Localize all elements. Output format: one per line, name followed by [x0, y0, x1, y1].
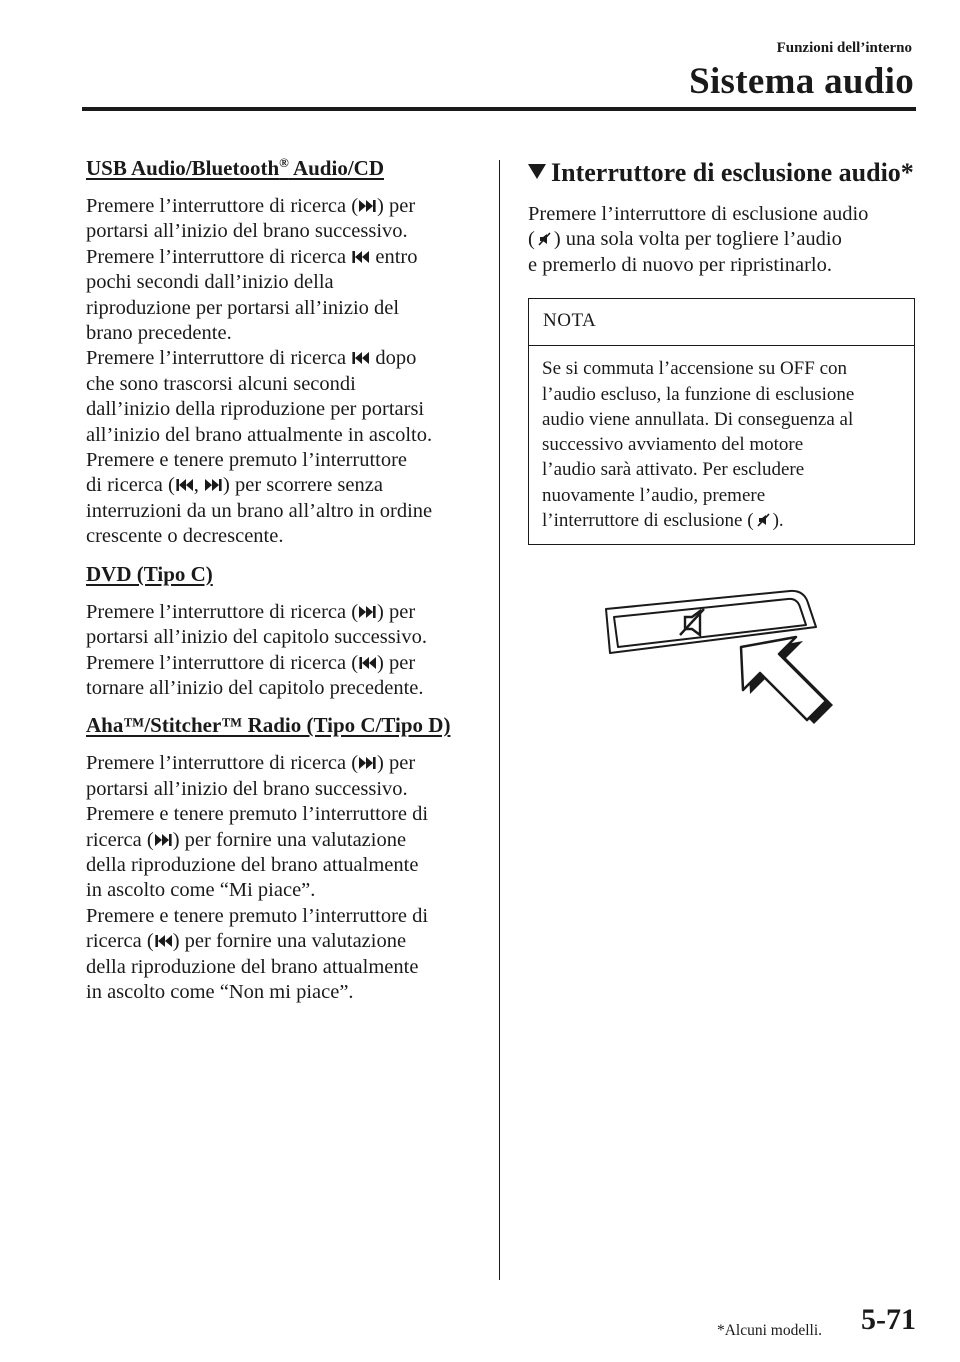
text-line: nuovamente l’audio, premere	[542, 484, 766, 506]
text-line: crescente o decrescente.	[86, 525, 284, 548]
text-line: portarsi all’inizio del capitolo successivo.	[86, 626, 428, 649]
text-line: Premere l’interruttore di ricerca ( ) per	[86, 651, 416, 674]
text-line: Premere e tenere premuto l’interruttore	[86, 449, 408, 472]
mute-section-heading	[528, 158, 914, 188]
running-header-section: Funzioni dell’interno	[776, 40, 912, 56]
page-number: 5-71	[861, 1303, 916, 1336]
text-line: Premere l’interruttore di ricerca ( ) per	[86, 752, 416, 775]
seek-forward-icon	[359, 756, 376, 770]
text-line: Premere l’interruttore di esclusione audio	[528, 203, 869, 225]
text-line: portarsi all’inizio del brano successivo.	[86, 220, 408, 243]
text-line: della riproduzione del brano attualmente	[86, 853, 419, 876]
text-line: riproduzione per portarsi all’inizio del	[86, 296, 400, 319]
usb-heading	[86, 155, 481, 181]
mute-icon	[536, 232, 553, 246]
header-rule	[82, 107, 916, 111]
mute-icon	[680, 609, 704, 635]
section-triangle-icon	[528, 164, 546, 179]
text-line: ricerca ( ) per fornire una valutazione	[86, 930, 407, 953]
text-line: portarsi all’inizio del brano successivo.	[86, 777, 408, 800]
registered-mark: ®	[279, 155, 289, 170]
seek-backward-icon	[359, 656, 376, 670]
dvd-heading: DVD (Tipo C)	[86, 561, 213, 586]
mute-paragraph	[528, 202, 914, 278]
seek-backward-icon	[176, 478, 193, 492]
text-line: l’audio sarà attivato. Per escludere	[542, 459, 805, 481]
text-line: l’audio escluso, la funzione di esclusione	[542, 383, 855, 405]
seek-forward-icon	[359, 199, 376, 213]
dvd-paragraph	[86, 600, 481, 702]
text-line: Premere l’interruttore di ricerca ( ) per	[86, 195, 416, 217]
text-line: in ascolto come “Non mi piace”.	[86, 980, 354, 1003]
running-header-title: Sistema audio	[689, 61, 914, 102]
text-line: audio viene annullata. Di conseguenza al	[542, 408, 854, 430]
text-line: l’interruttore di esclusione ( ).	[542, 510, 784, 531]
text-line: pochi secondi dall’inizio della	[86, 271, 334, 294]
usb-heading-suffix: Audio/CD	[288, 156, 384, 180]
mute-button-illustration	[600, 585, 846, 735]
seek-backward-icon	[352, 351, 369, 365]
text-line: Premere l’interruttore di ricerca ( ) per	[86, 600, 416, 623]
text-line: Se si commuta l’accensione su OFF con	[542, 358, 848, 380]
text-line: brano precedente.	[86, 322, 232, 345]
text-line: ricerca ( ) per fornire una valutazione	[86, 828, 407, 851]
text-line: in ascolto come “Mi piace”.	[86, 879, 316, 902]
text-line: che sono trascorsi alcuni secondi	[86, 372, 356, 395]
nota-box	[528, 298, 915, 545]
press-arrow	[741, 637, 826, 720]
seek-forward-icon	[205, 478, 222, 492]
seek-forward-icon	[359, 605, 376, 619]
seek-backward-icon	[352, 250, 369, 264]
footnote: *Alcuni modelli.	[716, 1322, 822, 1339]
text-line: della riproduzione del brano attualmente	[86, 955, 419, 978]
right-column	[528, 158, 914, 545]
text-line: dall’inizio della riproduzione per portarsi	[86, 398, 425, 421]
nota-title: NOTA	[529, 299, 914, 346]
text-line: Premere e tenere premuto l’interruttore di	[86, 904, 429, 927]
seek-backward-icon	[155, 934, 172, 948]
mute-icon	[755, 513, 772, 527]
mute-section-heading-text: Interruttore di esclusione audio*	[551, 158, 914, 187]
text-line: Premere e tenere premuto l’interruttore di	[86, 803, 429, 826]
text-line: ( ) una sola volta per togliere l’audio	[528, 228, 842, 251]
seek-forward-icon	[155, 833, 172, 847]
usb-heading-text: USB Audio/Bluetooth	[86, 156, 280, 180]
nota-body	[529, 346, 914, 544]
text-line: di ricerca ( , ) per scorrere senza	[86, 474, 383, 497]
usb-paragraph	[86, 194, 481, 550]
aha-paragraph	[86, 751, 481, 1005]
column-divider	[499, 160, 500, 1280]
text-line: successivo avviamento del motore	[542, 434, 804, 456]
text-line: interruzioni da un brano all’altro in ordine	[86, 499, 433, 522]
left-column	[86, 155, 481, 1017]
text-line: Premere l’interruttore di ricerca entro	[86, 245, 418, 268]
mute-button-drawing	[600, 585, 846, 735]
text-line: Premere l’interruttore di ricerca dopo	[86, 347, 417, 370]
text-line: all’inizio del brano attualmente in ascolto.	[86, 423, 433, 446]
aha-heading: Aha™/Stitcher™ Radio (Tipo C/Tipo D)	[86, 713, 451, 738]
text-line: e premerlo di nuovo per ripristinarlo.	[528, 253, 832, 276]
text-line: tornare all’inizio del capitolo precedente.	[86, 676, 424, 699]
